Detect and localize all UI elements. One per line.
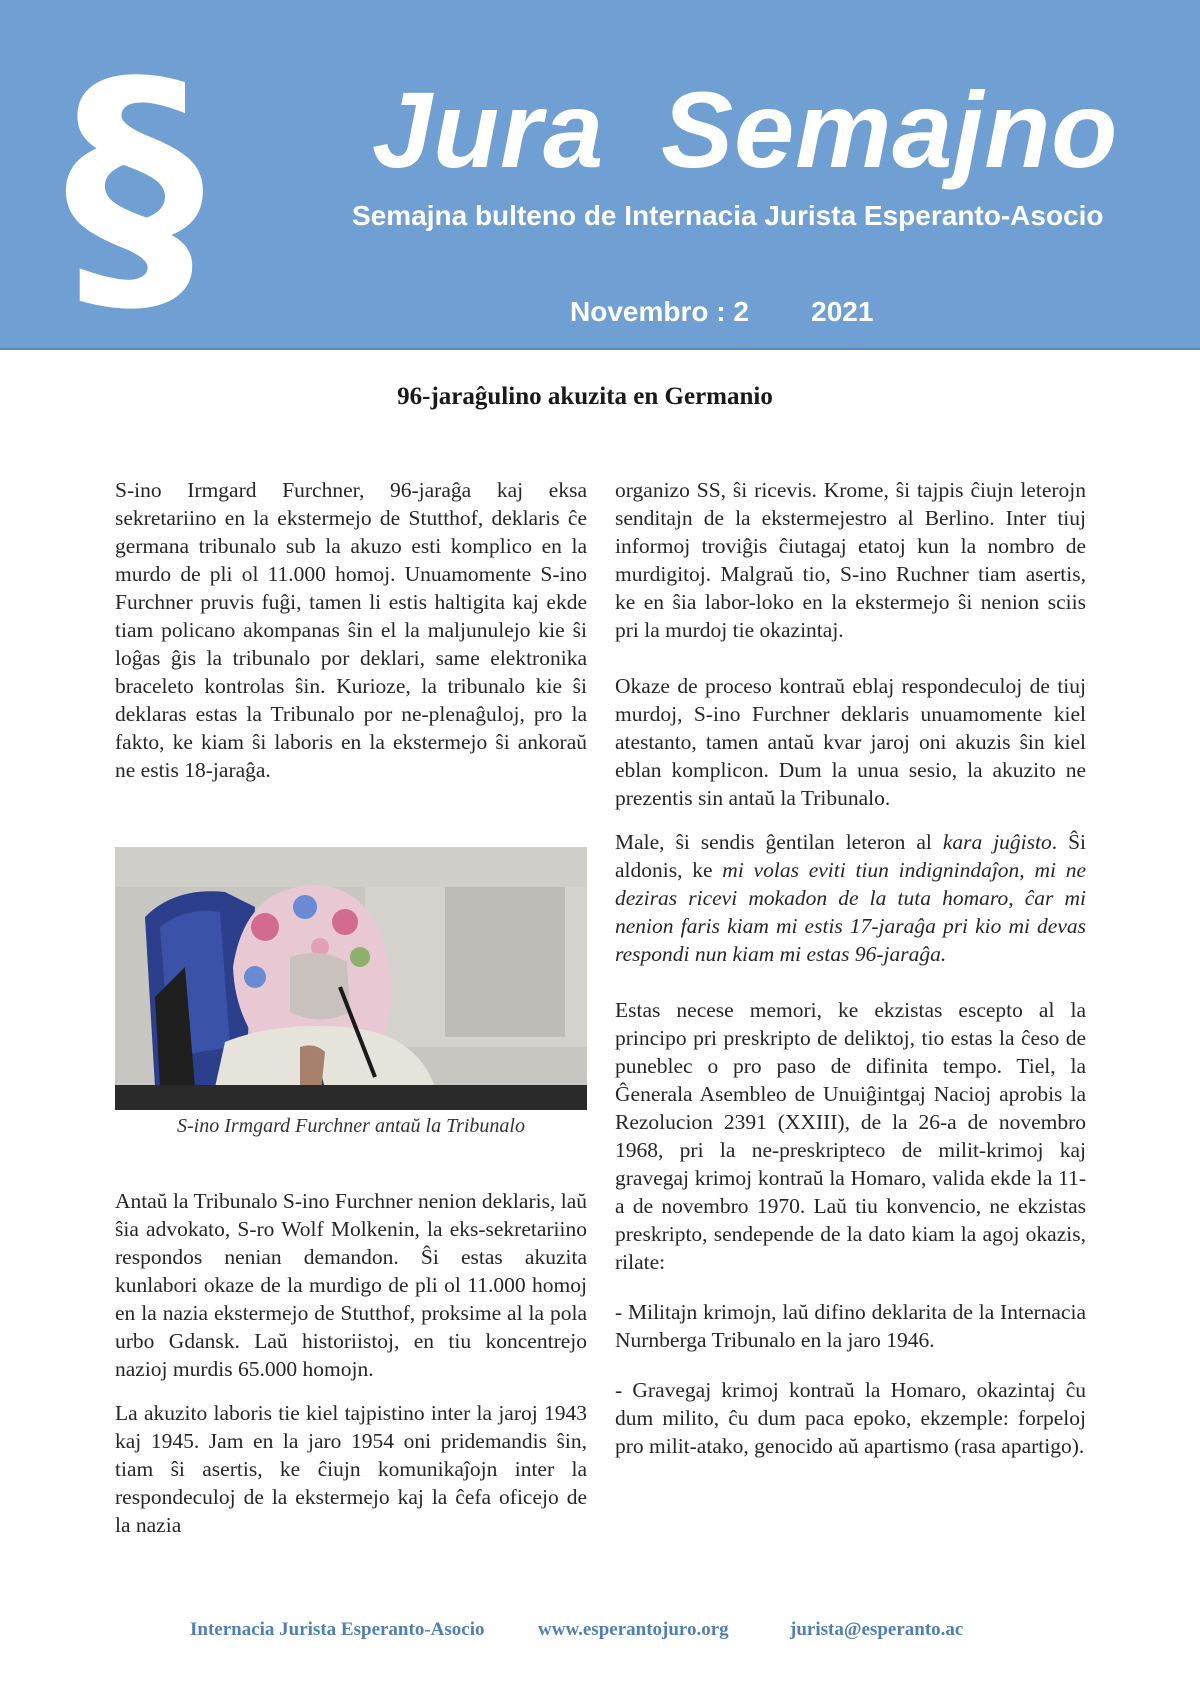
newsletter-title: Jura Semajno [372, 69, 1119, 190]
footer-email-link[interactable]: jurista@esperanto.ac [790, 1619, 964, 1640]
paragraph: Estas necese memori, ke ekzistas escepto al la principo pri preskripto de deliktoj, tio estas la ĉeso de puneblec o pro paso de difinita tempo. Tiel, la Ĝenerala Asembleo de Unuiĝintgaj Nacioj aprobis la Rezolucion 2391 (XXIII), de la 26-a de novembro 1968, pri la ne-preskripteco de milit-krimoj kaj gravegaj krimoj kontraŭ la Homaro, valida ekde la 11-a de novembro 1970. Laŭ tiu konvencio, ne ekzistas preskripto, sendepende de la dato kiam la agoj okazis, rilate: [615, 998, 1086, 1274]
paragraph: La akuzito laboris tie kiel tajpistino inter la jaroj 1943 kaj 1945. Jam en la jaro 1954 oni pridemandis ŝin, tiam ŝi asertis, ke ĉiujn komunikaĵojn inter la respondeculoj de la ekstermejo kaj la ĉefa oficejo de la nazia [115, 1401, 587, 1537]
right-column [615, 476, 1086, 1476]
footer [0, 1612, 1200, 1648]
section-sign-logo: § [64, 23, 204, 349]
paragraph: - Gravegaj krimoj kontraŭ la Homaro, okazintaj ĉu dum milito, ĉu dum paca epoko, ekzemple: forpeloj pro milit-atako, genocido aŭ apartismo (rasa apartigo). [615, 1378, 1086, 1458]
paragraph: organizo SS, ŝi ricevis. Krome, ŝi tajpis ĉiujn leterojn senditajn de la ekstermejestro al Berlino. Inter tiuj informoj troviĝis ĉiutagaj etatoj kun la nombro de murdigitoj. Malgraŭ tio, S-ino Ruchner tiam asertis, ke en ŝia labor-loko en la ekstermejo ŝi nenion sciis pri la murdoj tie okazintaj. [615, 478, 1086, 642]
newsletter-subtitle: Semajna bulteno de Internacia Jurista Esperanto-Asocio [352, 200, 1104, 231]
paragraph: S-ino Irmgard Furchner, 96-jaraĝa kaj eksa sekretariino en la ekstermejo de Stutthof, deklaris ĉe germana tribunalo sub la akuzo esti komplico en la murdo de pli ol 11.000 homoj. Unuamomente S-ino Furchner pruvis fuĝi, tamen li estis haltigita kaj ekde tiam policano akompanas ŝin el la maljunulejo kie ŝi loĝas ĝis la tribunalo por deklari, same elektronika braceleto kontrolas ŝin. Kurioze, la tribunalo kie ŝi deklaras estas la Tribunalo por ne-plenaĝuloj, pro la fakto, ke kiam ŝi laboris en la ekstermejo ŝi ankoraŭ ne estis 18-jaraĝa. [115, 478, 587, 782]
issue-date: Novembro : 2 2021 [570, 296, 874, 327]
quote-italic-a: kara juĝisto [942, 830, 1052, 854]
paragraph-quote [615, 828, 1086, 968]
article-photo [115, 847, 587, 1110]
photo-courtroom-illustration [115, 847, 587, 1110]
left-column-top [115, 476, 587, 800]
photo-caption: S-ino Irmgard Furchner antaŭ la Tribunalo [177, 1115, 525, 1137]
left-column-bottom [115, 1187, 587, 1555]
quote-intro: Male, ŝi sendis ĝentilan leteron al [615, 830, 943, 854]
footer-organization: Internacia Jurista Esperanto-Asocio [190, 1619, 485, 1640]
quote-italic-b: mi volas eviti tiun indignindaĵon, mi ne deziras ricevi mokadon de la tuta homaro, ĉar mi nenion faris kiam mi estis 17-jaraĝa pri kio mi devas respondi nun kiam mi estas 96-jaraĝa. [615, 858, 1086, 966]
footer-website-link[interactable]: www.esperantojuro.org [538, 1619, 729, 1640]
paragraph: Okaze de proceso kontraŭ eblaj respondeculoj de tiuj murdoj, S-ino Furchner deklaris unuamomente kiel atestanto, tamen antaŭ kvar jaroj oni akuzis ŝin kiel eblan komplicon. Dum la unua sesio, la akuzito ne prezentis sin antaŭ la Tribunalo. [615, 674, 1086, 810]
article-headline: 96-jaraĝulino akuzita en Germanio [397, 383, 773, 410]
quote-mid: . Ŝi aldonis, ke [615, 830, 1086, 882]
masthead [0, 0, 1200, 350]
paragraph: Antaŭ la Tribunalo S-ino Furchner nenion deklaris, laŭ ŝia advokato, S-ro Wolf Molkenin, la eks-sekretariino respondos nenian demandon. Ŝi estas akuzita kunlabori okaze de la murdigo de pli ol 11.000 homoj en la nazia ekstermejo de Stutthof, proksime al la pola urbo Gdansk. Laŭ historiistoj, en tiu koncentrejo nazioj murdis 65.000 homojn. [115, 1189, 587, 1381]
paragraph: - Militajn krimojn, laŭ difino deklarita de la Internacia Nurnberga Tribunalo en la jaro 1946. [615, 1300, 1086, 1352]
